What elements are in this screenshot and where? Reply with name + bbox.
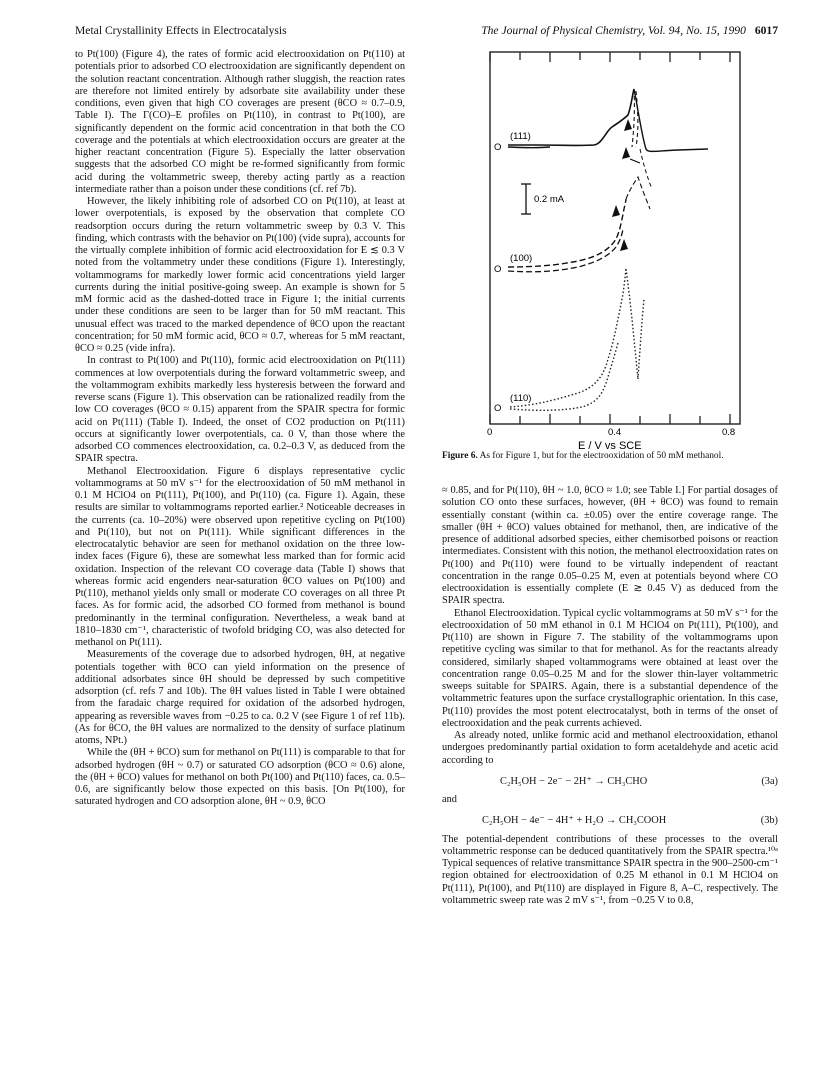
connector-text: and bbox=[442, 794, 457, 805]
paragraph: ≈ 0.85, and for Pt(110), θH ~ 1.0, θCO ≈ 1.0; see Table I.] For partial dosages of solution CO onto these surfaces, however, (θH + θCO) was found to remain essentially constant (within ca. ±0.05) over the entire coverage range. The smaller (θH + θCO) values obtained for methanol, then, are indicative of the presence of additional adsorbed species, either chemisorbed poisons or reaction intermediates. Consistent with this notion, the methanol electrooxidation rates on Pt(100) and Pt(110) were found to be virtually independent of reactant concentration in the range 0.05–0.25 M, even at potentials beyond where CO electrooxidation is essentially complete (E ≳ 0.45 V) as deduced from the SPAIR spectra. bbox=[442, 485, 778, 607]
trace-pt110 bbox=[510, 269, 644, 410]
page-header-left: Metal Crystallinity Effects in Electrocatalysis bbox=[75, 24, 287, 37]
paragraph: While the (θH + θCO) sum for methanol on Pt(111) is comparable to that for adsorbed hydrogen (θH ~ 0.7) or saturated CO adsorption (θCO ≈ 0.6) alone, the (θH + θCO) values for methanol on both Pt(100) and Pt(110) faces, ca. 0.5–0.6, are significantly below those expected on this basis. [On Pt(100), for saturated hydrogen and CO adsorption alone, θH ~ 0.9, θCO bbox=[75, 747, 405, 808]
x-tick-label: 0 bbox=[487, 427, 493, 438]
x-axis-label: E / V vs SCE bbox=[578, 440, 642, 452]
label-pt100: (100) bbox=[510, 253, 533, 264]
paragraph: Ethanol Electrooxidation. Typical cyclic voltammograms at 50 mV s⁻¹ for the electrooxidation of 50 mM ethanol in 0.1 M HClO4 on Pt(111), Pt(100), and Pt(110) are shown in Figure 7. The stability of the voltammograms upon repetitive cycling was similar to that for methanol. As for the reactants already considered, similarly shaped voltammograms were obtained at least over the concentration range 0.05–0.25 M and for the slower thin-layer voltammetric sweeps suitable for SPAIRS. Again, there is a substantial dependence of the voltammetric features upon the surface crystallographic orientation. In this case, Pt(110) provides the most potent electrocatalyst, both in terms of the onset of electrooxidation and the peak currents achieved. bbox=[442, 607, 778, 729]
equation-number: (3b) bbox=[760, 815, 778, 827]
equation-formula: C₂H₅OH − 4e⁻ − 4H⁺ + H₂O → CH₃COOH bbox=[482, 815, 667, 827]
equation-formula: C₂H₅OH − 2e⁻ − 2H⁺ → CH₃CHO bbox=[500, 775, 648, 787]
journal-citation: The Journal of Physical Chemistry, Vol. 94, No. 15, 1990 bbox=[481, 24, 746, 37]
paragraph: As already noted, unlike formic acid and methanol electrooxidation, ethanol undergoes predominantly partial oxidation to form acetaldehyde and acetic acid according to bbox=[442, 730, 778, 766]
paragraph: Measurements of the coverage due to adsorbed hydrogen, θH, at negative potentials together with θCO can yield information on the presence of additional adsorbates since θH should be depressed by such competitive adsorption (cf. refs 7 and 10b). The θH values listed in Table I were obtained from the faradaic charge required for oxidation of the adsorbed hydrogen, appearing as reversible waves from −0.25 to ca. 0.2 V (see Figure 1 of ref 11b). (As for θCO, the θH values are normalized to the density of surface platinum atoms, NPt.) bbox=[75, 649, 405, 746]
arrow-icon bbox=[624, 119, 632, 131]
x-tick-label: 0.4 bbox=[608, 427, 622, 438]
arrow-icon bbox=[622, 147, 630, 159]
paragraph: In contrast to Pt(100) and Pt(110), formic acid electrooxidation on Pt(111) commences at low overpotentials during the forward voltammetric sweep, and the voltammogram exhibits markedly less hysteresis between the forward and reverse scans (Figure 1). This observation can be rationalized readily from the low CO coverages (θCO ≈ 0.15) apparent from the SPAIR spectra for formic acid on Pt(111) (Table I). Indeed, the onset of CO2 production on Pt(111) occurs at significantly lower overpotentials, ca. 0 V, than those where the adsorbed CO commences electrooxidation, ca. 0.2–0.3 V, as deduced from the SPAIR spectra. bbox=[75, 355, 405, 465]
arrow-icon bbox=[612, 205, 620, 217]
paragraph: to Pt(100) (Figure 4), the rates of formic acid electrooxidation on Pt(110) at potentials prior to adsorbed CO electrooxidation are significantly dependent on the solution reactant concentration. Although rather sluggish, the reaction rates are therefore not limited entirely by adsorbate site availability under these conditions, even given that high CO coverages are present (θCO ≈ 0.7–0.9, Table I). The Γ(CO)–E profiles on Pt(110), in contrast to Pt(100), are significantly dependent on the formic acid concentration in that both the CO coverage and the potentials at which electrooxidation occurs are greater at the higher reactant concentration (Figure 5). Especially the latter observation suggests that the adsorbed CO might be re-formed significantly from formic acid during the voltammetric sweep, thereby acting partly as a reaction intermediate rather than a poison under these conditions (cf. ref 7b). bbox=[75, 49, 405, 195]
zero-marker: O bbox=[494, 403, 502, 414]
arrow-icon bbox=[620, 239, 628, 251]
scale-bar bbox=[521, 184, 531, 214]
voltammogram-plot bbox=[478, 49, 753, 454]
label-pt111: (111) bbox=[510, 131, 531, 142]
zero-marker: O bbox=[494, 142, 502, 153]
scale-bar-label: 0.2 mA bbox=[534, 194, 565, 205]
page-number: 6017 bbox=[754, 24, 778, 37]
trace-pt111 bbox=[508, 89, 708, 189]
caption-text: As for Figure 1, but for the electrooxidation of 50 mM methanol. bbox=[479, 451, 724, 461]
page-header-right bbox=[481, 24, 778, 37]
equation-3b bbox=[442, 815, 778, 827]
zero-marker: O bbox=[494, 264, 502, 275]
figure-label: Figure 6. bbox=[442, 451, 478, 461]
paragraph: However, the likely inhibiting role of adsorbed CO on Pt(110), at least at lower overpotentials, is exposed by the observation that complete CO readsorption occurs during the return voltammetric sweep by 0.3 V. This finding, which contrasts with the behavior on Pt(100) (vide supra), accounts for the virtually complete inhibition of formic acid electrooxidation for E ≲ 0.3 V noted from the voltammetry under these conditions (Figure 1). Interestingly, voltammograms for markedly lower formic acid concentrations yield larger currents during the initial positive-going sweep. An example is shown for 5 mM formic acid as the dashed-dotted trace in Figure 1; the initial currents under these conditions are seen to be larger than for 50 mM reactant. This unusual effect was traced to the marked dependence of θCO upon the reactant concentration; for 50 mM formic acid, θCO ≈ 0.7, whereas for 5 mM reactant, θCO ≈ 0.25 (vide infra). bbox=[75, 196, 405, 354]
x-tick-label: 0.8 bbox=[722, 427, 736, 438]
right-column bbox=[442, 485, 778, 907]
paragraph: The potential-dependent contributions of these processes to the overall voltammetric response can be deduced quantitatively from the SPAIR spectra.¹⁰ᵃ Typical sequences of relative transmittance SPAIR spectra in the 900–2500-cm⁻¹ region obtained for electrooxidation of 0.25 M ethanol in 0.1 M HClO4 on Pt(111), Pt(100), and Pt(110) are displayed in Figure 8, A–C, respectively. The voltammetric sweep rate was 2 mV s⁻¹, from −0.25 V to 0.8, bbox=[442, 833, 778, 906]
equation-number: (3a) bbox=[761, 775, 778, 787]
paragraph: Methanol Electrooxidation. Figure 6 displays representative cyclic voltammograms at 50 mV s⁻¹ for the electrooxidation of 50 mM methanol in 0.1 M HClO4 on Pt(111), Pt(100), and Pt(110) (ca. Figure 1). Again, these results are similar to voltammograms reported earlier.² Noticeable decreases in the currents (ca. 10–20%) were observed upon repetitive cycling on Pt(100) and Pt(110), but not on Pt(111). While significant differences in the electrocatalytic behavior are seen for methanol oxidation on the three low-index faces (Figure 6), these are somewhat less marked than for formic acid oxidation. Inspection of the relevant CO coverage data (Table I) shows that whereas formic acid engenders near-saturation θCO values on Pt(100) and Pt(110), methanol yields only small or moderate CO coverages on all three Pt faces. As for formic acid, the adsorbed CO formed from methanol is bound predominantly in the terminal configuration. Nevertheless, a weak band at 1810–1830 cm⁻¹, characteristic of twofold bridging CO, was also detected for methanol on Pt(111). bbox=[75, 465, 405, 648]
equation-3a bbox=[442, 776, 778, 788]
figure-caption bbox=[442, 451, 778, 463]
label-pt110: (110) bbox=[510, 393, 532, 404]
left-column bbox=[75, 49, 405, 809]
figure-6 bbox=[478, 49, 753, 454]
